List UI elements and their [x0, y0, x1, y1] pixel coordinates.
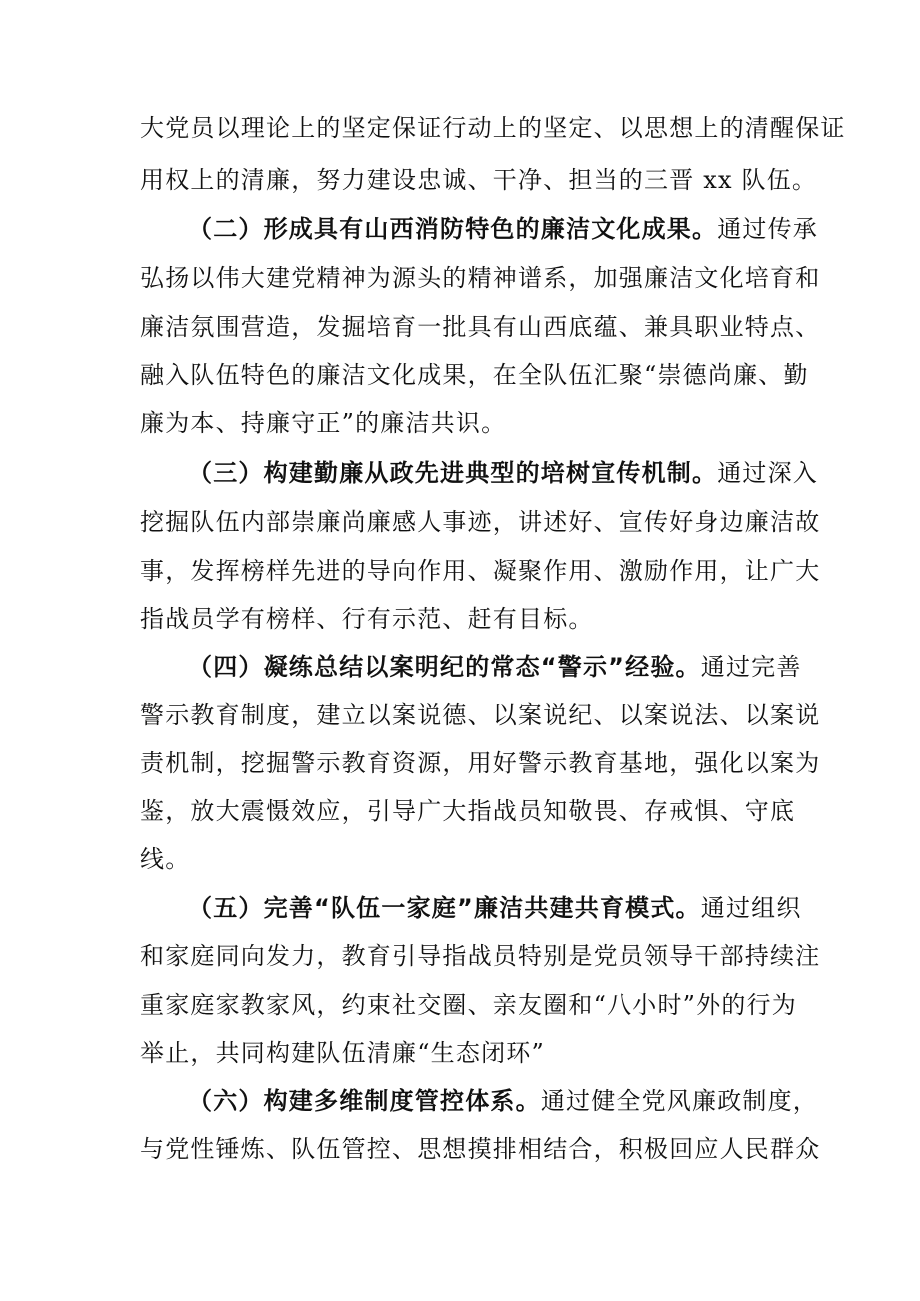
body-line: 和家庭同向发力，教育引导指战员特别是党员领导干部持续注 — [140, 942, 821, 970]
section-heading: （三）构建勤廉从政先进典型的培树宣传机制。 — [188, 459, 718, 487]
body-line: 线。 — [140, 845, 191, 873]
body-line: 廉为本、持廉守正”的廉洁共识。 — [140, 409, 507, 437]
body-line: 责机制，挖掘警示教育资源，用好警示教育基地，强化以案为 — [140, 749, 821, 777]
body-line: 指战员学有榜样、行有示范、赶有目标。 — [140, 605, 594, 633]
body-line: 用权上的清廉，努力建设忠诚、干净、担当的三晋 xx 队伍。 — [140, 166, 818, 194]
body-line: 事，发挥榜样先进的导向作用、凝聚作用、激励作用，让广大 — [140, 557, 821, 585]
section-heading: （二）形成具有山西消防特色的廉洁文化成果。 — [188, 215, 718, 243]
body-text: 通过健全党风廉政制度， — [540, 1087, 819, 1115]
body-line: 重家庭家教家风，约束社交圈、亲友圈和“八小时”外的行为 — [140, 991, 797, 1019]
body-line: 廉洁氛围营造，发掘培育一批具有山西底蕴、兼具职业特点、 — [140, 313, 821, 341]
body-line: 举止，共同构建队伍清廉“生态闭环” — [140, 1039, 545, 1067]
body-text: 通过深入 — [717, 459, 819, 487]
body-line: 大党员以理论上的坚定保证行动上的坚定、以思想上的清醒保证 — [140, 114, 846, 142]
body-line: 与党性锤炼、队伍管控、思想摸排相结合，积极回应人民群众 — [140, 1135, 821, 1163]
paragraph-first-line — [188, 1086, 818, 1116]
section-heading: （六）构建多维制度管控体系。 — [188, 1087, 541, 1115]
body-text: 通过完善 — [700, 653, 802, 681]
body-line: 挖掘队伍内部崇廉尚廉感人事迹，讲述好、宣传好身边廉洁故 — [140, 508, 821, 536]
paragraph-first-line — [188, 458, 818, 488]
body-text: 通过传承 — [717, 215, 819, 243]
body-line: 融入队伍特色的廉洁文化成果，在全队伍汇聚“崇德尚廉、勤 — [140, 361, 809, 389]
section-heading: （四）凝练总结以案明纪的常态“警示”经验。 — [188, 653, 701, 681]
section-heading: （五）完善“队伍一家庭”廉洁共建共育模式。 — [188, 894, 701, 922]
body-line: 弘扬以伟大建党精神为源头的精神谱系，加强廉洁文化培育和 — [140, 264, 821, 292]
paragraph-first-line — [188, 214, 818, 244]
paragraph-first-line — [188, 893, 802, 923]
paragraph-first-line — [188, 652, 802, 682]
body-text: 通过组织 — [700, 894, 802, 922]
body-line: 警示教育制度，建立以案说德、以案说纪、以案说法、以案说 — [140, 701, 821, 729]
body-line: 鉴，放大震慑效应，引导广大指战员知敬畏、存戒惧、守底 — [140, 797, 796, 825]
